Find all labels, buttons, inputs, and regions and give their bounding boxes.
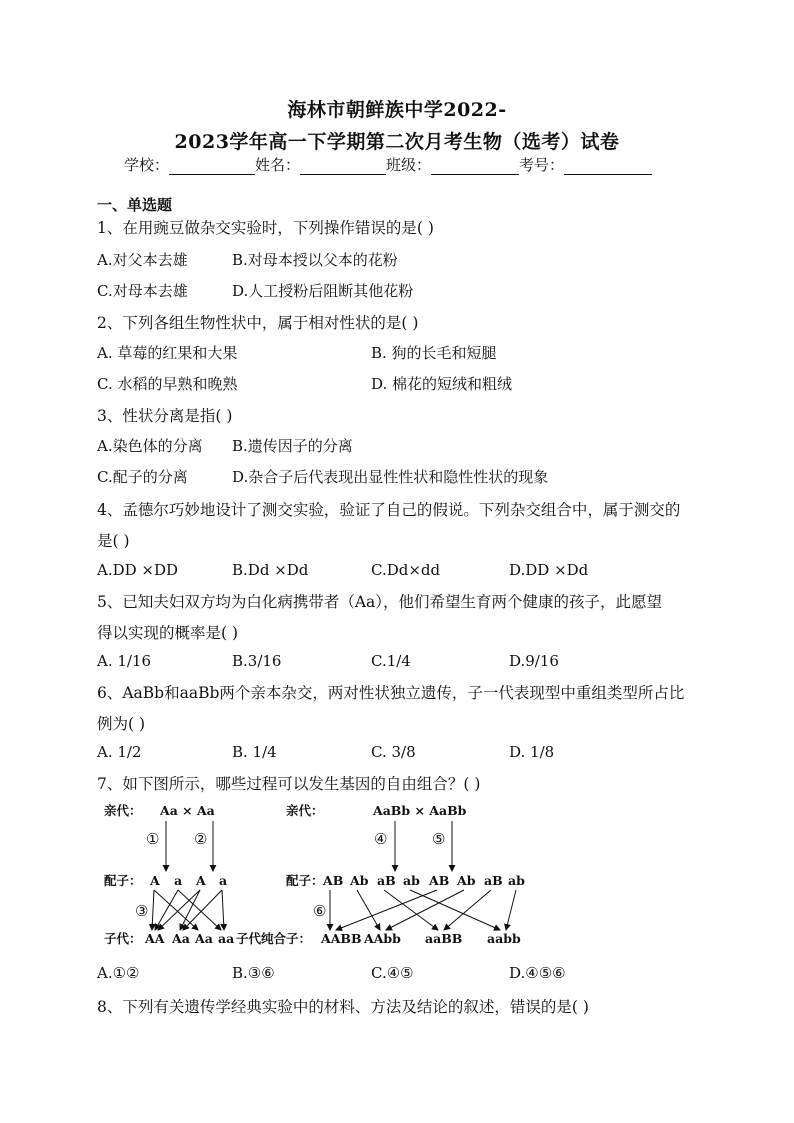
title-line-1: 海林市朝鲜族中学2022- [287, 99, 507, 121]
left-cross-1 [152, 890, 154, 930]
name-label: 姓名： [255, 156, 301, 174]
q1-option-c[interactable]: C.对母本去雄 [97, 282, 188, 300]
left-step-1: ① [146, 830, 160, 848]
q3-option-b[interactable]: B.遗传因子的分离 [232, 437, 353, 455]
q4-option-d[interactable]: D.DD ×Dd [509, 561, 589, 579]
class-label: 班级： [386, 156, 432, 174]
q4-option-c[interactable]: C.Dd×dd [371, 561, 441, 579]
right-gamete-4: ab [403, 873, 420, 888]
right-cross-5 [384, 890, 438, 930]
school-label: 学校： [124, 156, 170, 174]
left-step-2: ② [194, 830, 208, 848]
q1-option-a[interactable]: A.对父本去雄 [97, 251, 188, 269]
question-7-stem: 7、如下图所示，哪些过程可以发生基因的自由组合？( ) [97, 775, 481, 793]
question-4-stem-line-1: 4、孟德尔巧妙地设计了测交实验，验证了自己的假说。下列杂交组合中，属于测交的 [97, 501, 681, 519]
q5-option-a[interactable]: A. 1/16 [97, 652, 152, 670]
name-blank[interactable] [300, 158, 386, 175]
left-cross-3 [155, 890, 178, 930]
right-cross-3 [357, 890, 380, 930]
right-cross-6 [444, 890, 491, 930]
section-title: 一、单选题 [97, 196, 173, 214]
q4-option-a[interactable]: A.DD ×DD [97, 561, 179, 579]
exam-no-label: 考号： [519, 156, 565, 174]
q6-option-b[interactable]: B. 1/4 [232, 743, 277, 761]
right-gamete-1: AB [323, 873, 344, 888]
left-offspring-2: Aa [172, 931, 190, 946]
q6-option-c[interactable]: C. 3/8 [371, 743, 416, 761]
q7-option-b[interactable]: B.③⑥ [232, 964, 275, 982]
right-cross-4 [386, 890, 464, 930]
q5-option-d[interactable]: D.9/16 [509, 652, 559, 670]
q2-option-c[interactable]: C. 水稻的早熟和晚熟 [97, 375, 238, 393]
q3-option-c[interactable]: C.配子的分离 [97, 468, 188, 486]
left-offspring-4: aa [218, 931, 235, 946]
left-cross-8 [222, 890, 224, 930]
right-gamete-8: ab [508, 873, 525, 888]
q4-option-b[interactable]: B.Dd ×Dd [232, 561, 309, 579]
question-6-stem-line-2: 例为( ) [97, 715, 146, 733]
right-offspring-2: AAbb [364, 931, 401, 946]
right-gamete-5: AB [429, 873, 450, 888]
right-offspring-1: AABB [321, 931, 362, 946]
q7-option-d[interactable]: D.④⑤⑥ [509, 964, 566, 982]
question-3-stem: 3、性状分离是指( ) [97, 407, 233, 425]
right-cross-7 [410, 890, 500, 930]
left-cross-4 [178, 890, 221, 930]
left-cross-2 [154, 890, 198, 930]
q2-option-d[interactable]: D. 棉花的短绒和粗绒 [371, 375, 513, 393]
left-gamete-4: a [219, 873, 228, 888]
exam-no-blank[interactable] [564, 158, 652, 175]
right-gamete-6: Ab [457, 873, 476, 888]
right-gamete-2: Ab [350, 873, 369, 888]
left-parent-label: 亲代： [104, 803, 142, 818]
left-cross-5 [158, 890, 200, 930]
q7-option-a[interactable]: A.①② [97, 964, 140, 982]
right-gamete-label: 配子： [286, 873, 324, 888]
left-step-3: ③ [135, 902, 149, 920]
q6-option-d[interactable]: D. 1/8 [509, 743, 555, 761]
q5-option-c[interactable]: C.1/4 [371, 652, 411, 670]
right-offspring-4: aabb [487, 931, 521, 946]
right-gamete-3: aB [377, 873, 396, 888]
right-parent-label: 亲代： [286, 803, 324, 818]
right-cross-8 [506, 890, 516, 930]
left-gamete-3: A [196, 873, 206, 888]
left-cross-7 [183, 890, 222, 930]
left-gamete-2: a [174, 873, 183, 888]
school-blank[interactable] [169, 158, 255, 175]
right-parent-genotype: AaBb × AaBb [373, 803, 467, 818]
right-offspring-label: 子代纯合子： [236, 931, 312, 946]
question-4-stem-line-2: 是( ) [97, 532, 130, 550]
question-5-stem-line-1: 5、已知夫妇双方均为白化病携带者（Aa），他们希望生育两个健康的孩子，此愿望 [97, 593, 663, 611]
student-info-row [124, 154, 652, 175]
right-gamete-7: aB [484, 873, 503, 888]
right-step-6: ⑥ [313, 902, 327, 920]
question-6-stem-line-1: 6、AaBb和aaBb两个亲本杂交，两对性状独立遗传，子一代表现型中重组类型所占比 [97, 684, 685, 702]
question-1-stem: 1、在用豌豆做杂交实验时，下列操作错误的是( ) [97, 219, 434, 237]
q2-option-a[interactable]: A. 草莓的红果和大果 [97, 344, 238, 362]
class-blank[interactable] [431, 158, 519, 175]
left-offspring-1: AA [145, 931, 165, 946]
left-parent-genotype: Aa × Aa [160, 803, 215, 818]
right-offspring-3: aaBB [425, 931, 463, 946]
q1-option-d[interactable]: D.人工授粉后阻断其他花粉 [232, 282, 414, 300]
title-line-2: 2023学年高一下学期第二次月考生物（选考）试卷 [174, 131, 620, 153]
left-gamete-1: A [150, 873, 160, 888]
right-cross-2 [336, 890, 437, 930]
left-gamete-label: 配子： [104, 873, 142, 888]
question-5-stem-line-2: 得以实现的概率是( ) [97, 624, 239, 642]
q1-option-b[interactable]: B.对母本授以父本的花粉 [232, 251, 398, 269]
right-step-5: ⑤ [432, 830, 446, 848]
left-cross-6 [180, 890, 200, 930]
question-8-stem: 8、下列有关遗传学经典实验中的材料、方法及结论的叙述，错误的是( ) [97, 998, 589, 1016]
q2-option-b[interactable]: B. 狗的长毛和短腿 [371, 344, 497, 362]
q7-option-c[interactable]: C.④⑤ [371, 964, 414, 982]
left-offspring-3: Aa [195, 931, 213, 946]
genetics-diagram [0, 797, 794, 957]
q5-option-b[interactable]: B.3/16 [232, 652, 282, 670]
q6-option-a[interactable]: A. 1/2 [97, 743, 142, 761]
question-2-stem: 2、下列各组生物性状中，属于相对性状的是( ) [97, 314, 419, 332]
q3-option-a[interactable]: A.染色体的分离 [97, 437, 203, 455]
left-offspring-label: 子代： [104, 931, 142, 946]
q3-option-d[interactable]: D.杂合子后代表现出显性性状和隐性性状的现象 [232, 468, 549, 486]
right-step-4: ④ [374, 830, 388, 848]
